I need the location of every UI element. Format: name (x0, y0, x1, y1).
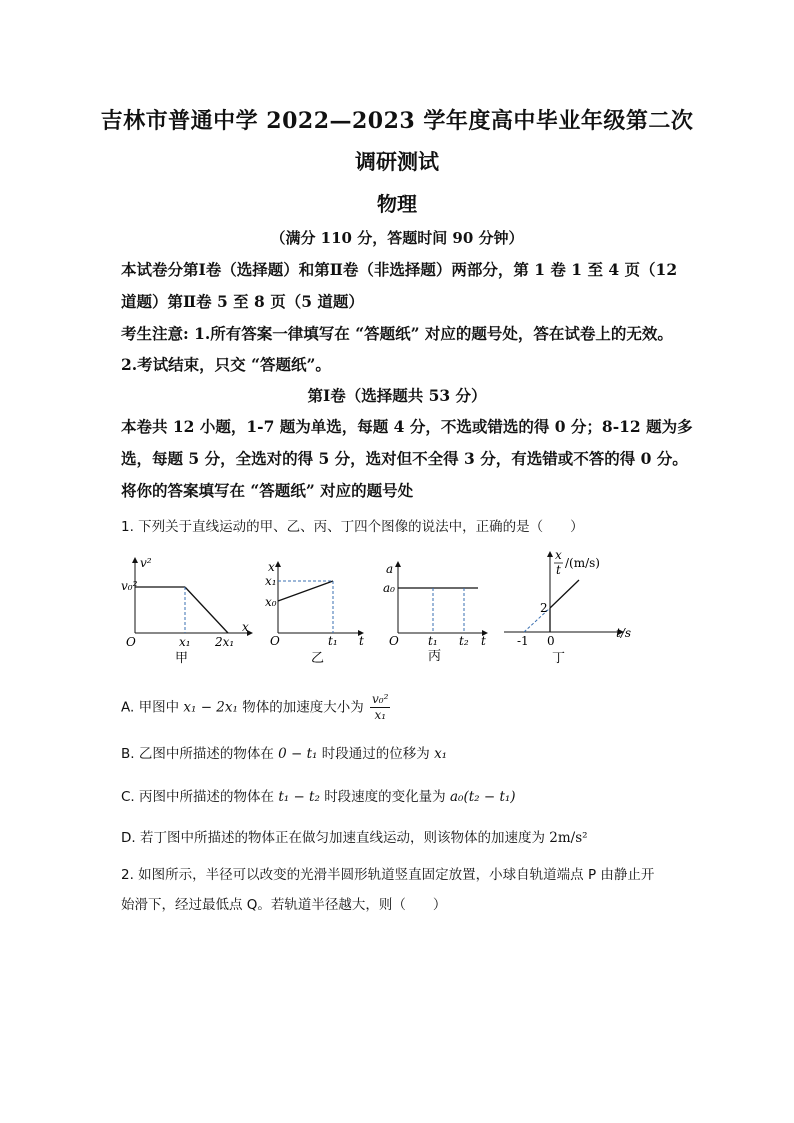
question-2-line-2: 始滑下，经过最低点 Q。若轨道半径越大，则（ ） (121, 897, 447, 913)
y-axis-arrow (547, 551, 553, 557)
section-line-2: 选，每题 5 分，全选对的得 5 分，选对但不全得 3 分，有选错或不答的得 0 分。 (121, 449, 688, 468)
caption: 甲 (175, 651, 189, 666)
zero-label: 0 (547, 634, 555, 648)
graph-line-down (185, 587, 228, 633)
section-line-3: 将你的答案填写在 “答题纸” 对应的题号处 (121, 481, 414, 500)
option-b-expr: 0 − t₁ (278, 746, 318, 762)
exam-title-line2: 调研测试 (355, 149, 439, 174)
y-axis-arrow (395, 561, 401, 567)
intercept-label: 2 (540, 601, 548, 615)
exam-title-line1: 吉林市普通中学 2022—2023 学年度高中毕业年级第二次 (100, 108, 694, 134)
graph-bing (378, 555, 493, 670)
graph-yi (262, 555, 372, 670)
option-a (121, 692, 390, 723)
origin-label: O (270, 634, 280, 648)
caption: 丙 (428, 649, 442, 664)
y0-label: x₀ (265, 595, 277, 609)
question-2-line-1: 2. 如图所示，半径可以改变的光滑半圆形轨道竖直固定放置，小球自轨道端点 P 由静止开 (121, 867, 655, 883)
section-heading: 第Ⅰ卷（选择题共 53 分） (307, 386, 487, 405)
option-a-expr: x₁ − 2x₁ (183, 699, 238, 716)
option-b-value: x₁ (434, 746, 448, 762)
caption: 乙 (311, 651, 325, 666)
intro-line-4: 2.考试结束，只交 “答题纸”。 (121, 355, 331, 374)
t1-label: t₁ (328, 634, 338, 648)
ylabel: x (268, 560, 275, 574)
section-line-1: 本卷共 12 小题，1-7 题为单选，每题 4 分，不选或错选的得 0 分；8-12 题为多 (121, 417, 693, 436)
y-axis-arrow (275, 561, 281, 567)
option-d-value: 2m/s² (549, 830, 588, 846)
option-b (121, 742, 447, 762)
xlabel: t/s (616, 626, 632, 640)
intro-line-3: 考生注意: 1.所有答案一律填写在 “答题纸” 对应的题号处，答在试卷上的无效。 (121, 324, 673, 343)
t2-label: t₂ (459, 634, 469, 648)
option-d-text: D. 若丁图中所描述的物体正在做匀加速直线运动，则该物体的加速度为 (121, 830, 545, 846)
ylabel-unit: /(m/s) (565, 556, 600, 570)
neg-label: -1 (517, 634, 529, 648)
option-d (121, 826, 588, 846)
x2-label: 2x₁ (215, 635, 235, 649)
option-c-value: a₀(t₂ − t₁) (449, 789, 516, 805)
subject-title: 物理 (377, 192, 417, 216)
y-axis-arrow (132, 557, 138, 563)
option-c-suffix: 时段速度的变化量为 (324, 789, 446, 805)
y0-label: a₀ (383, 581, 395, 595)
option-b-suffix: 时段通过的位移为 (321, 746, 430, 762)
xlabel: t (359, 634, 364, 648)
graph-line (550, 580, 579, 608)
x1-label: x₁ (179, 635, 191, 649)
xlabel: t (481, 634, 486, 648)
intro-line-2: 道题）第Ⅱ卷 5 至 8 页（5 道题） (121, 292, 364, 311)
option-c (121, 785, 516, 805)
option-a-prefix: A. 甲图中 (121, 699, 180, 716)
option-c-prefix: C. 丙图中所描述的物体在 (121, 789, 275, 805)
caption: 丁 (552, 651, 566, 666)
option-a-numerator: v₀² (372, 692, 389, 706)
y0-label: v₀² (121, 579, 138, 593)
ylabel: a (386, 562, 394, 576)
graph-line (278, 581, 333, 601)
option-c-expr: t₁ − t₂ (278, 789, 320, 805)
graph-ding (500, 545, 640, 670)
ylabel-bottom: t (556, 563, 561, 577)
origin-label: O (389, 634, 399, 648)
option-b-prefix: B. 乙图中所描述的物体在 (121, 746, 274, 762)
ylabel-top: x (555, 548, 562, 562)
exam-time-note: （满分 110 分，答题时间 90 分钟） (270, 229, 524, 247)
intro-line-1: 本试卷分第Ⅰ卷（选择题）和第Ⅱ卷（非选择题）两部分，第 1 卷 1 至 4 页（12 (121, 260, 678, 279)
t1-label: t₁ (428, 634, 438, 648)
xlabel: x (242, 620, 249, 634)
y1-label: x₁ (265, 574, 277, 588)
question-1-stem: 1. 下列关于直线运动的甲、乙、丙、丁四个图像的说法中，正确的是（ ） (121, 519, 584, 535)
option-a-fraction (370, 692, 390, 723)
graph-jia (121, 555, 256, 665)
option-a-denominator: x₁ (374, 708, 387, 722)
option-a-mid: 物体的加速度大小为 (242, 699, 364, 716)
ylabel: v² (140, 556, 152, 570)
origin-label: O (126, 635, 136, 649)
